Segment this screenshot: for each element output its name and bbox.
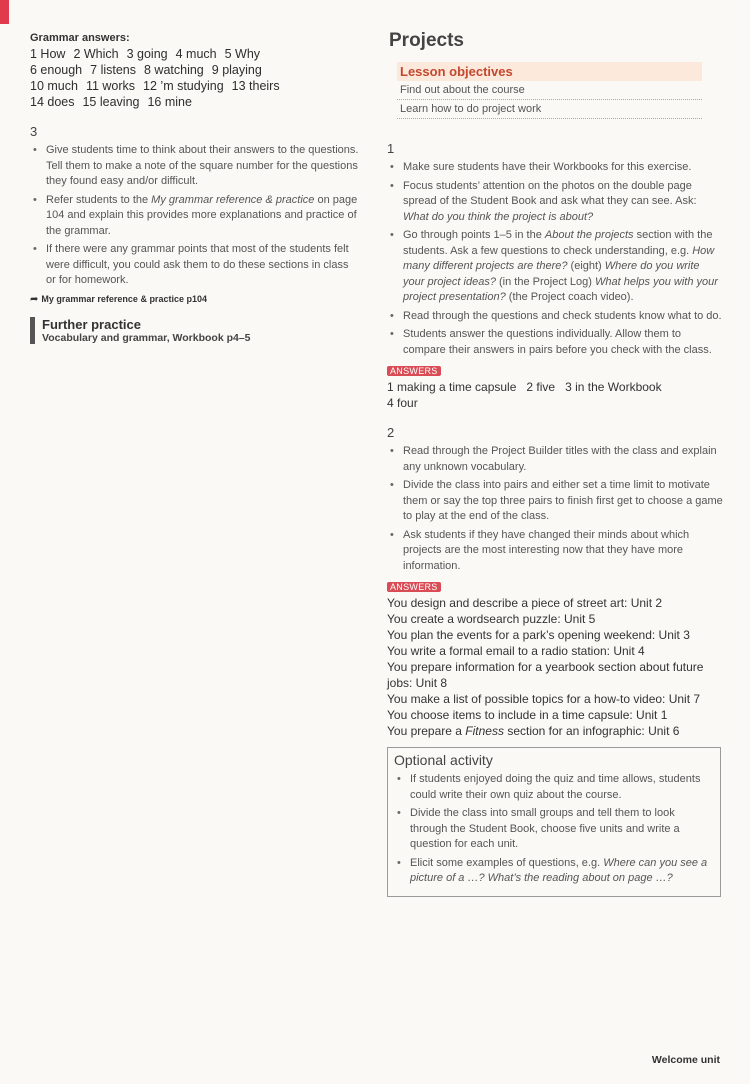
section-1-answers [387, 379, 723, 411]
answer-item: 9 playing [211, 63, 262, 77]
right-column [387, 30, 723, 897]
answer-item: You prepare a Fitness section for an infographic: Unit 6 [387, 724, 680, 738]
bullet-item: • Read through the Project Builder titles with the class and explain any unknown vocabulary. [387, 444, 723, 475]
bullet-item: • Read through the questions and check students know what to do. [387, 309, 723, 325]
page-edge-tab [0, 0, 9, 24]
answers-badge: ANSWERS [387, 366, 441, 376]
answer-item: 14 does [30, 95, 75, 109]
grammar-answers-line [30, 62, 360, 78]
bullet-item: • Divide the class into pairs and either set a time limit to motivate them or say the top three pairs to finish first get to choose a game to play at the end of the class. [387, 478, 723, 525]
answer-item: 5 Why [224, 47, 261, 61]
section-2-bullets [387, 444, 723, 574]
arrow-icon: ➦ [30, 293, 39, 305]
lesson-objectives-heading: Lesson objectives [397, 62, 702, 81]
answer-item: 1 making a time capsule [387, 380, 517, 394]
grammar-answers-line [30, 94, 360, 110]
bullet-item: • If students enjoyed doing the quiz and time allows, students could write their own quiz about the course. [394, 772, 714, 803]
section-2-number: 2 [387, 425, 395, 440]
answer-item: 10 much [30, 79, 78, 93]
answer-item: 12 ’m studying [143, 79, 224, 93]
answer-item: You write a formal email to a radio station: Unit 4 [387, 644, 645, 658]
lesson-objectives-box [397, 62, 702, 119]
answer-item: You design and describe a piece of street art: Unit 2 [387, 596, 663, 610]
answer-item: 3 going [126, 47, 168, 61]
optional-activity-box [387, 747, 721, 897]
objective-item: Find out about the course [397, 81, 702, 100]
optional-activity-bullets [394, 772, 714, 887]
answer-item: 2 five [526, 380, 556, 394]
section-3-bullets [30, 143, 360, 289]
answer-item: 3 in the Workbook [565, 380, 662, 394]
bullet-item: • Divide the class into small groups and tell them to look through the Student Book, choose five units and write a question for each unit. [394, 806, 714, 853]
grammar-answers-title: Grammar answers: [30, 32, 130, 44]
section-3-number: 3 [30, 124, 38, 139]
bullet-item: • If there were any grammar points that most of the students felt were difficult, you could ask them to do these sections in class or for homework. [30, 242, 360, 289]
answer-item: 15 leaving [82, 95, 140, 109]
answer-item: 13 theirs [231, 79, 280, 93]
answer-item: 8 watching [144, 63, 204, 77]
answer-item: You prepare information for a yearbook section about future jobs: Unit 8 [387, 660, 704, 690]
answer-item: 7 listens [90, 63, 136, 77]
answer-item: 16 mine [147, 95, 192, 109]
answer-item: You choose items to include in a time capsule: Unit 1 [387, 708, 668, 722]
bullet-item: • Go through points 1–5 in the About the projects section with the students. Ask a few questions to check understanding, e.g. How many different projects are there? (eight) Where do you write your project ideas? (in the Project Log) What helps you with your project presentation? (the Project coach video). [387, 228, 723, 306]
section-1-bullets [387, 160, 723, 358]
grammar-answers-line [30, 46, 360, 62]
answer-item: 4 four [387, 396, 418, 410]
optional-activity-title: Optional activity [394, 752, 493, 768]
answers-badge: ANSWERS [387, 582, 441, 592]
bullet-item: • Give students time to think about their answers to the questions. Tell them to make a note of the square number for the questions they found easy and/or difficult. [30, 143, 360, 190]
bullet-item: • Students answer the questions individually. Allow them to compare their answers in pairs before you check with the class. [387, 327, 723, 358]
answer-item: 4 much [175, 47, 217, 61]
answer-item: You make a list of possible topics for a how-to video: Unit 7 [387, 692, 701, 706]
bullet-item: • Refer students to the My grammar reference & practice on page 104 and explain this provides more explanations and practice of the grammar. [30, 193, 360, 240]
section-2-answers [387, 595, 723, 739]
grammar-reference-link[interactable]: ➦ My grammar reference & practice p104 [30, 293, 207, 305]
answer-item: 6 enough [30, 63, 83, 77]
answer-item: 2 Which [73, 47, 119, 61]
further-practice-title: Further practice [42, 316, 141, 332]
bullet-item: • Elicit some examples of questions, e.g. Where can you see a picture of a …? What’s the reading about on page …? [394, 856, 714, 887]
page-title: Projects [389, 30, 464, 51]
answer-item: 11 works [85, 79, 136, 93]
bullet-item: • Ask students if they have changed their minds about which projects are the most interesting now that they have more information. [387, 528, 723, 575]
grammar-answers-line [30, 78, 360, 94]
bullet-item: • Make sure students have their Workbooks for this exercise. [387, 160, 723, 176]
grammar-answers [30, 46, 360, 110]
page-footer: Welcome unit [651, 1054, 720, 1066]
bullet-item: • Focus students’ attention on the photos on the double page spread of the Student Book and ask what they can see. Ask: What do you think the project is about? [387, 179, 723, 226]
further-practice-box [30, 317, 360, 344]
further-practice-subtitle: Vocabulary and grammar, Workbook p4–5 [42, 331, 251, 344]
objective-item: Learn how to do project work [397, 100, 702, 119]
answer-item: You plan the events for a park’s opening weekend: Unit 3 [387, 628, 690, 642]
left-column [30, 32, 360, 344]
section-1-number: 1 [387, 141, 395, 156]
answer-item: 1 How [30, 47, 66, 61]
answer-item: You create a wordsearch puzzle: Unit 5 [387, 612, 596, 626]
